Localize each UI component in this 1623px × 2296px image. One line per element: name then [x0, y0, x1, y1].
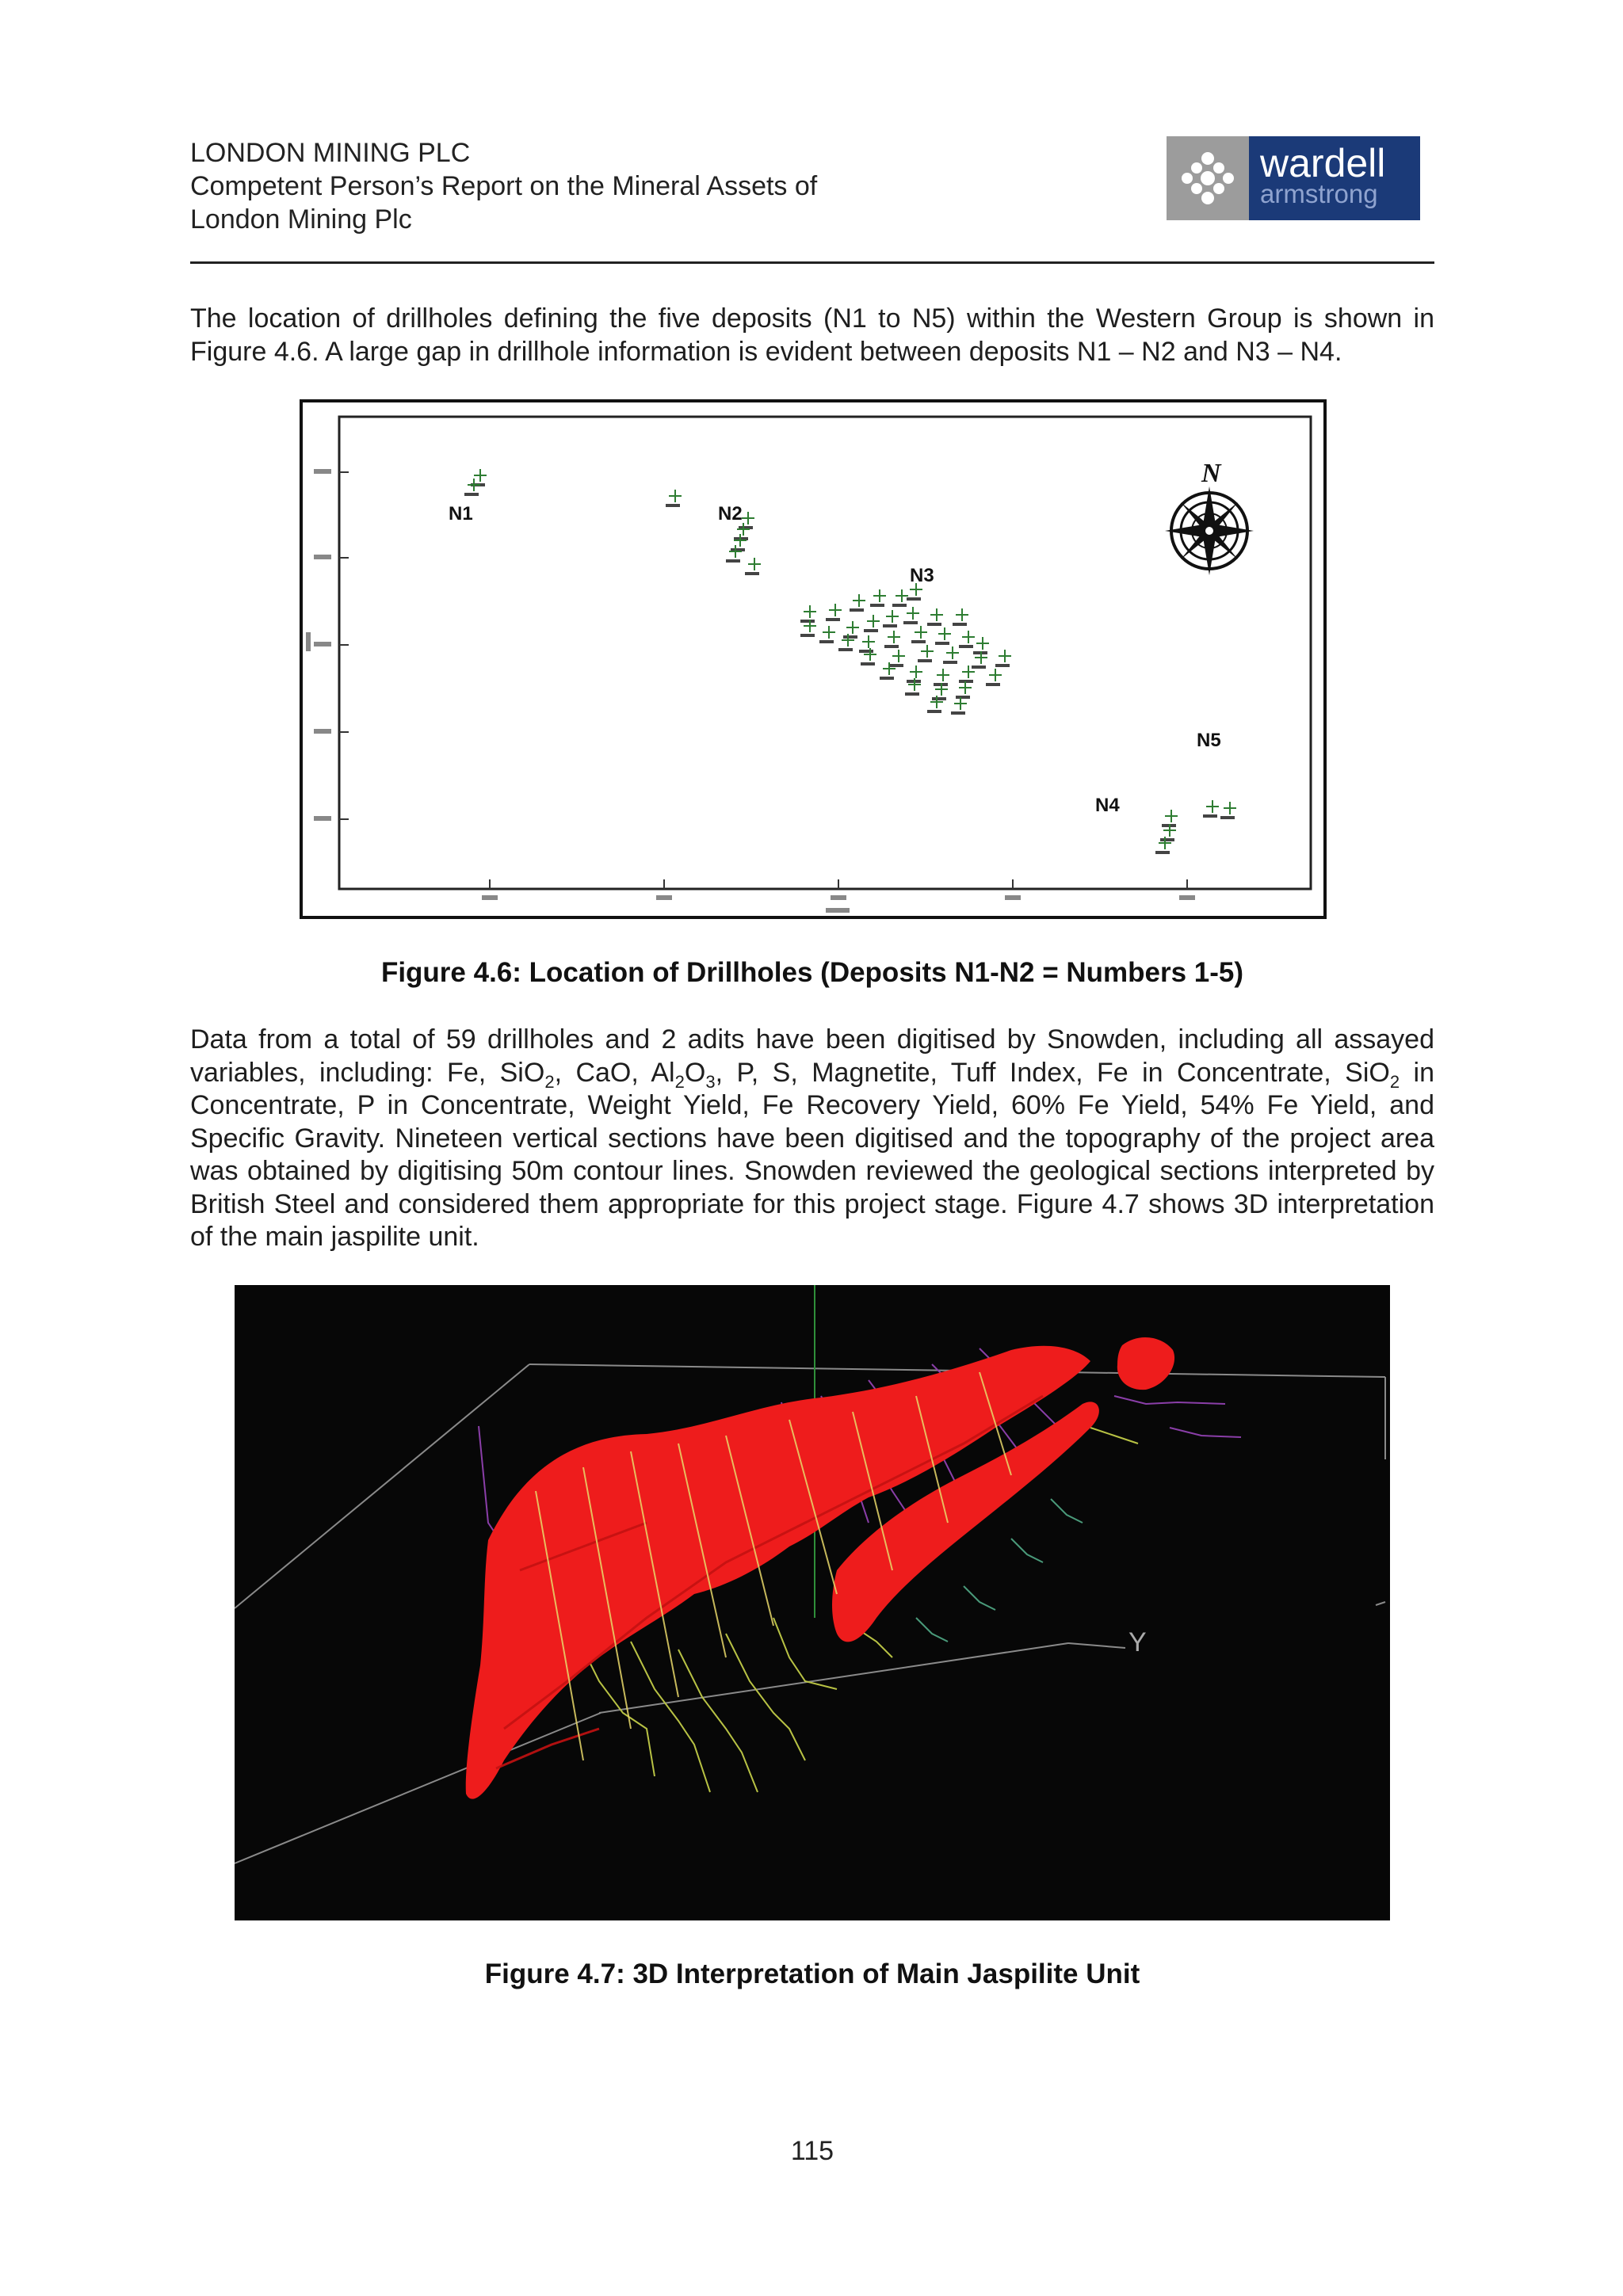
wardell-armstrong-logo — [1167, 136, 1420, 220]
drillhole-marker — [819, 626, 835, 643]
label-n3: N3 — [910, 565, 934, 586]
intro-paragraph: The location of drillholes defining the five deposits (N1 to N5) within the Western Group is shown in Figure 4.6. A large gap in drillhole information is evident between deposits N1 – N2 and N3 – N4. — [190, 303, 1434, 367]
para2-sub-3: 3 — [705, 1071, 716, 1092]
drillhole-marker — [464, 479, 480, 496]
drillhole-marker — [859, 635, 875, 653]
y-axis-label: Y — [1128, 1627, 1147, 1657]
drillhole-marker — [731, 534, 747, 551]
drillhole-marker — [889, 650, 905, 667]
logo-word-armstrong: armstrong — [1260, 179, 1378, 208]
drillhole-marker — [884, 631, 900, 648]
drillhole-marker — [935, 627, 951, 645]
para2-text-1: Data from a total of 59 drillholes and 2 adits have been digitised by Snowden, including all assayed variables, including: Fe, SiO — [190, 1024, 1434, 1088]
drillhole-marker — [986, 669, 1002, 686]
drillhole-marker — [951, 697, 967, 715]
label-n5: N5 — [1197, 730, 1221, 751]
report-title: Competent Person’s Report on the Mineral Assets of — [190, 171, 818, 201]
map-axis-ticks — [339, 472, 1187, 889]
jaspilite-body — [466, 1337, 1174, 1799]
drillhole-marker — [883, 610, 899, 627]
page-number: 115 — [790, 2136, 834, 2166]
drillhole-marker — [870, 589, 886, 607]
drillhole-marker — [843, 621, 859, 639]
drillhole-marker — [1220, 802, 1236, 819]
map-tick-labels — [306, 469, 1195, 913]
logo-mark-icon — [1167, 136, 1249, 220]
drillhole-marker — [726, 545, 742, 563]
compass-rose-icon — [1165, 459, 1254, 575]
figure-4-7-caption: Figure 4.7: 3D Interpretation of Main Jaspilite Unit — [484, 1958, 1140, 1989]
drillhole-marker — [953, 608, 968, 626]
page-header — [190, 136, 1434, 263]
drillhole-marker — [800, 605, 816, 623]
para2-text-2: , CaO, Al — [554, 1057, 675, 1088]
drillhole-markers — [464, 469, 1236, 854]
para2-sub-4: 2 — [1389, 1071, 1400, 1092]
drillhole-marker — [734, 523, 750, 540]
para2-text-5: in Concentrate, P in Concentrate, Weight Yield, Fe Recovery Yield, 60% Fe Yield, 54% Fe Yield, and Specific Gravity. Nineteen vertical sections have been digitised and the topography of the project area was obtained by digitising 50m contour lines. Snowden reviewed the geological sections interpreted by British Steel and considered them appropriate for this project stage. Figure 4.7 shows 3D interpretation of the main jaspilite unit. — [190, 1057, 1434, 1252]
logo-wordmark — [1249, 136, 1420, 220]
para2-text-3: O — [684, 1057, 706, 1088]
header-rule — [190, 261, 1434, 264]
jaspilite-3d-model — [235, 1285, 1390, 1920]
report-subject: London Mining Plc — [190, 204, 412, 235]
para2-sub-2: 2 — [674, 1071, 685, 1092]
jaspilite-3d-svg — [235, 1285, 1390, 1920]
drillhole-marker — [927, 608, 943, 626]
drillhole-location-map — [300, 399, 1327, 919]
drillhole-marker — [826, 604, 842, 621]
logo-word-wardell: wardell — [1260, 141, 1386, 185]
drillhole-marker — [995, 650, 1011, 667]
company-name: LONDON MINING PLC — [190, 138, 471, 168]
drillhole-marker — [943, 646, 959, 664]
drillhole-marker — [745, 558, 761, 575]
drillhole-marker — [892, 589, 908, 607]
drillhole-marker — [1203, 800, 1219, 818]
drillhole-marker — [911, 626, 927, 643]
drillhole-marker — [918, 645, 934, 662]
label-n2: N2 — [718, 503, 743, 524]
drillhole-marker — [864, 615, 880, 632]
para2-text-4: , P, S, Magnetite, Tuff Index, Fe in Concentrate, SiO — [715, 1057, 1390, 1088]
label-n1: N1 — [449, 503, 473, 524]
figure-4-6-caption: Figure 4.6: Location of Drillholes (Deposits N1-N2 = Numbers 1-5) — [380, 957, 1244, 988]
label-n4: N4 — [1095, 795, 1120, 816]
header-text — [190, 136, 817, 236]
drillhole-marker — [850, 594, 865, 612]
drillhole-map-svg — [303, 402, 1323, 916]
drillhole-marker — [666, 490, 682, 507]
drillhole-marker — [903, 607, 919, 624]
drillhole-marker — [959, 631, 975, 648]
data-paragraph — [190, 1024, 1434, 1254]
para2-sub-1: 2 — [544, 1071, 555, 1092]
north-label: N — [1201, 459, 1221, 488]
drillhole-marker — [956, 681, 972, 699]
